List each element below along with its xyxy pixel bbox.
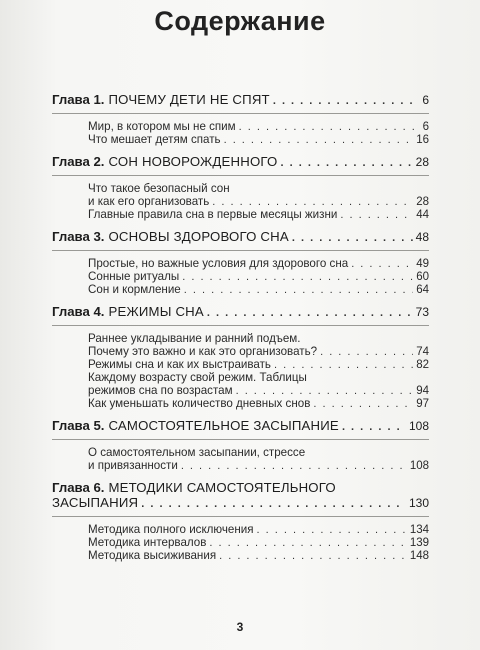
- spacer: [52, 296, 429, 299]
- chapter-title: ОСНОВЫ ЗДОРОВОГО СНА: [108, 229, 289, 244]
- section-page: 139: [409, 537, 429, 549]
- chapter-prefix: Глава 5.: [52, 418, 105, 433]
- chapter-title: ПОЧЕМУ ДЕТИ НЕ СПЯТ: [108, 92, 270, 107]
- dot-leader: [212, 196, 413, 208]
- dot-leader: [181, 460, 407, 472]
- chapter-page: 73: [415, 305, 429, 319]
- chapter-rule: [52, 250, 429, 251]
- chapter-prefix: Глава 3.: [52, 229, 105, 244]
- section-entry: [88, 208, 429, 221]
- dot-leader: [224, 134, 414, 146]
- section-title: Что такое безопасный сон: [88, 182, 230, 195]
- dot-leader: [207, 307, 413, 319]
- chapter-block: [52, 304, 429, 413]
- page-title: Содержание: [154, 6, 326, 36]
- section-entry: [88, 549, 429, 562]
- section-list: [88, 446, 429, 472]
- section-title: Режимы сна и как их выстраивать: [88, 358, 271, 371]
- chapter-page: 28: [415, 155, 429, 169]
- dot-leader: [239, 121, 420, 133]
- section-title: Методика полного исключения: [88, 523, 254, 536]
- section-page: 148: [409, 550, 429, 562]
- section-title: и привязанности: [88, 459, 178, 472]
- section-entry: [88, 270, 429, 283]
- section-title: и как его организовать: [88, 195, 210, 208]
- section-title: Главные правила сна в первые месяцы жизни: [88, 208, 338, 221]
- chapter-heading: [52, 304, 429, 319]
- section-entry: [88, 257, 429, 270]
- section-title: О самостоятельном засыпании, стрессе: [88, 446, 306, 459]
- chapter-rule: [52, 113, 429, 114]
- chapter-heading: [52, 92, 429, 107]
- chapter-rule: [52, 516, 429, 517]
- section-title: Простые, но важные условия для здорового сна: [88, 257, 349, 270]
- dot-leader: [274, 359, 413, 371]
- section-page: 108: [409, 460, 429, 472]
- dot-leader: [340, 209, 413, 221]
- chapter-prefix: Глава 1.: [52, 92, 105, 107]
- section-page: 16: [416, 134, 429, 146]
- section-list: [88, 120, 429, 146]
- section-entry: [88, 345, 429, 358]
- dot-leader: [313, 398, 413, 410]
- chapter-rule: [52, 439, 429, 440]
- chapter-rule: [52, 175, 429, 176]
- section-list: [88, 332, 429, 410]
- section-title: Методика интервалов: [88, 536, 207, 549]
- dot-leader: [236, 385, 414, 397]
- dot-leader: [209, 537, 406, 549]
- section-list: [88, 257, 429, 296]
- chapter-heading: [52, 480, 429, 495]
- section-entry: [88, 182, 429, 195]
- spacer: [52, 410, 429, 413]
- chapter-title: СОН НОВОРОЖДЕННОГО: [108, 154, 278, 169]
- section-entry: [88, 536, 429, 549]
- section-title: Методика высиживания: [88, 549, 217, 562]
- chapter-prefix: Глава 4.: [52, 304, 105, 319]
- dot-leader: [351, 258, 413, 270]
- dot-leader: [184, 284, 413, 296]
- section-page: 94: [416, 385, 429, 397]
- chapter-block: [52, 92, 429, 149]
- section-page: 64: [416, 284, 429, 296]
- section-title: Почему это важно и как это организовать?: [88, 345, 318, 358]
- chapter-block: [52, 154, 429, 224]
- section-entry: [88, 397, 429, 410]
- chapter-page: 6: [422, 93, 429, 107]
- dot-leader: [292, 232, 413, 244]
- section-page: 74: [416, 346, 429, 358]
- section-title: Как уменьшать количество дневных снов: [88, 397, 311, 410]
- section-title: Каждому возрасту свой режим. Таблицы: [88, 371, 307, 384]
- section-entry: [88, 133, 429, 146]
- section-title: Сон и кормление: [88, 283, 181, 296]
- chapter-block: [52, 480, 429, 565]
- dot-leader: [141, 498, 406, 510]
- section-page: 60: [416, 271, 429, 283]
- chapter-heading: [52, 154, 429, 169]
- section-entry: [88, 332, 429, 345]
- section-entry: [88, 459, 429, 472]
- chapter-title: САМОСТОЯТЕЛЬНОЕ ЗАСЫПАНИЕ: [108, 418, 339, 433]
- section-page: 44: [416, 209, 429, 221]
- section-page: 97: [416, 398, 429, 410]
- spacer: [52, 562, 429, 565]
- section-page: 28: [416, 196, 429, 208]
- table-of-contents: [52, 92, 429, 570]
- chapter-heading: [52, 229, 429, 244]
- chapter-rule: [52, 325, 429, 326]
- section-page: 49: [416, 258, 429, 270]
- section-page: 82: [416, 359, 429, 371]
- section-entry: [88, 446, 429, 459]
- spacer: [52, 146, 429, 149]
- section-entry: [88, 523, 429, 536]
- chapter-block: [52, 418, 429, 475]
- page-number: 3: [236, 620, 244, 634]
- section-entry: [88, 195, 429, 208]
- section-title: Что мешает детям спать: [88, 133, 221, 146]
- section-page: 134: [409, 524, 429, 536]
- chapter-title: МЕТОДИКИ САМОСТОЯТЕЛЬНОГО: [108, 480, 336, 495]
- chapter-heading-cont: [52, 495, 429, 510]
- section-title: Мир, в котором мы не спим: [88, 120, 236, 133]
- chapter-prefix: Глава 2.: [52, 154, 105, 169]
- section-title: Раннее укладывание и ранний подъем.: [88, 332, 301, 345]
- dot-leader: [280, 157, 412, 169]
- dot-leader: [219, 550, 407, 562]
- section-entry: [88, 384, 429, 397]
- section-title: Сонные ритуалы: [88, 270, 180, 283]
- dot-leader: [257, 524, 407, 536]
- section-list: [88, 523, 429, 562]
- chapter-page: 130: [408, 496, 429, 510]
- section-title: режимов сна по возрастам: [88, 384, 233, 397]
- chapter-heading: [52, 418, 429, 433]
- chapter-block: [52, 229, 429, 299]
- chapter-page: 108: [408, 419, 429, 433]
- spacer: [52, 221, 429, 224]
- section-entry: [88, 358, 429, 371]
- chapter-title-cont: ЗАСЫПАНИЯ: [52, 495, 139, 510]
- dot-leader: [273, 95, 419, 107]
- spacer: [52, 472, 429, 475]
- section-list: [88, 182, 429, 221]
- chapter-page: 48: [415, 230, 429, 244]
- dot-leader: [320, 346, 413, 358]
- chapter-prefix: Глава 6.: [52, 480, 105, 495]
- section-entry: [88, 283, 429, 296]
- section-entry: [88, 120, 429, 133]
- section-page: 6: [422, 121, 429, 133]
- chapter-title: РЕЖИМЫ СНА: [108, 304, 204, 319]
- section-entry: [88, 371, 429, 384]
- dot-leader: [342, 421, 406, 433]
- dot-leader: [182, 271, 413, 283]
